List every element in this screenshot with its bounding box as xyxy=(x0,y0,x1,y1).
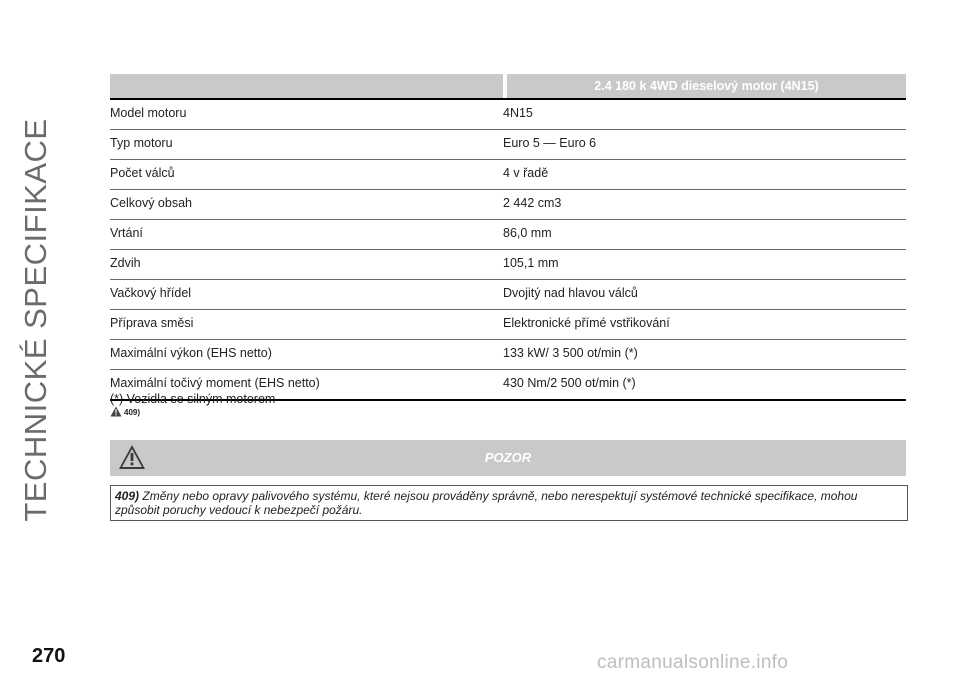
page-number: 270 xyxy=(32,645,66,667)
spec-value: 4N15 xyxy=(503,106,533,120)
spec-value: Euro 5 — Euro 6 xyxy=(503,136,597,150)
spec-value: 105,1 mm xyxy=(503,256,559,270)
table-row xyxy=(110,220,906,250)
spec-label: Vačkový hřídel xyxy=(110,286,192,300)
spec-value: 2 442 cm3 xyxy=(503,196,562,210)
spec-value: Dvojitý nad hlavou válců xyxy=(503,286,638,300)
table-row xyxy=(110,340,906,370)
table-row xyxy=(110,310,906,340)
spec-label: Typ motoru xyxy=(110,136,173,150)
warning-header xyxy=(110,440,906,476)
spec-label: Maximální točivý moment (EHS netto) xyxy=(110,376,320,390)
warning-text-2: způsobit poruchy vedoucí k nebezpečí požáru. xyxy=(115,503,363,517)
header-cell-blank xyxy=(110,74,503,98)
table-row xyxy=(110,250,906,280)
warning-ref-number: 409) xyxy=(124,408,141,417)
spec-table xyxy=(110,100,906,401)
table-row xyxy=(110,160,906,190)
spec-label: Vrtání xyxy=(110,226,143,240)
spec-label: Zdvih xyxy=(110,256,141,270)
warning-text-1: Změny nebo opravy palivového systému, které nejsou prováděny správně, nebo nerespektují systémové technické specifikace, mohou xyxy=(142,489,858,503)
spec-label: Model motoru xyxy=(110,106,187,120)
warning-triangle-icon xyxy=(110,406,122,417)
spec-label: Počet válců xyxy=(110,166,175,180)
warning-text-box xyxy=(110,485,908,521)
table-footnote: (*) Vozidla se silným motorem xyxy=(110,392,276,406)
spec-label: Celkový obsah xyxy=(110,196,192,210)
spec-value: Elektronické přímé vstřikování xyxy=(503,316,670,330)
spec-value: 133 kW/ 3 500 ot/min (*) xyxy=(503,346,638,360)
spec-label: Maximální výkon (EHS netto) xyxy=(110,346,272,360)
watermark: carmanualsonline.info xyxy=(597,652,789,673)
table-row xyxy=(110,130,906,160)
engine-header: 2.4 180 k 4WD dieselový motor (4N15) xyxy=(507,74,906,98)
spec-value: 86,0 mm xyxy=(503,226,552,240)
section-title: TECHNICKÉ SPECIFIKACE xyxy=(18,118,53,522)
spec-value: 4 v řadě xyxy=(503,166,549,180)
spec-value: 430 Nm/2 500 ot/min (*) xyxy=(503,376,636,390)
spec-label: Příprava směsi xyxy=(110,316,194,330)
table-row xyxy=(110,190,906,220)
spec-table-header xyxy=(110,74,906,100)
warning-text-line xyxy=(115,503,363,517)
warning-text-ref: 409) xyxy=(115,489,140,503)
table-row xyxy=(110,280,906,310)
warning-title: POZOR xyxy=(484,450,532,465)
warning-text-line xyxy=(115,489,857,503)
table-row xyxy=(110,100,906,130)
